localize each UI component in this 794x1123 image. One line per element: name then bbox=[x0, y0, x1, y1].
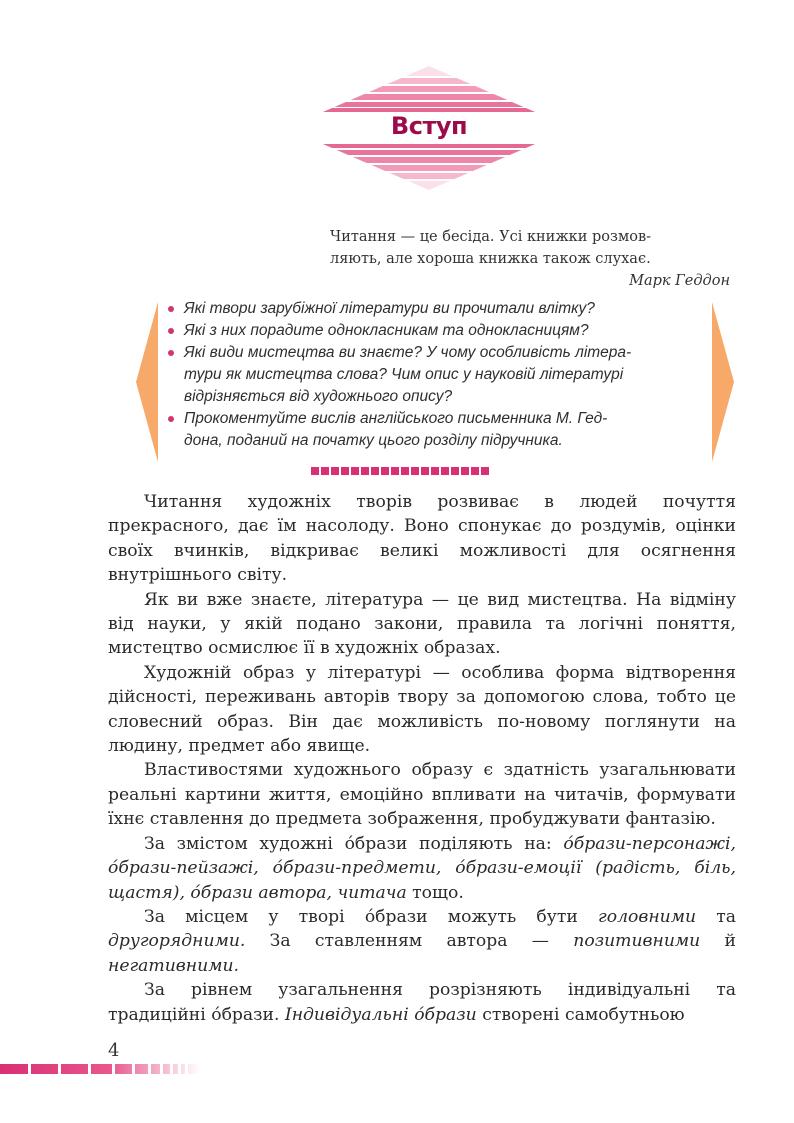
paragraph: За місцем у творі о́брази можуть бути головними та другорядними. За ставленням автора — позитивними й негативними. bbox=[108, 906, 737, 976]
chapter-title: Вступ bbox=[390, 112, 468, 140]
paragraph: За змістом художні о́брази поділяють на: о́брази-персонажі, о́брази-пейзажі, о́брази-предмети, о́брази-емоції (радість, біль, щастя), о́брази автора, читача тощо. bbox=[108, 833, 736, 903]
paragraph: Художній образ у літературі — особлива форма відтворення дійсності, переживань авторів твору за допомогою слова, тобто це словесний образ. Він дає можливість по-новому поглянути на людину, предмет або явище. bbox=[108, 662, 736, 757]
body-text bbox=[108, 490, 736, 1027]
question-item: Які твори зарубіжної літератури ви прочитали влітку? bbox=[162, 298, 702, 320]
epigraph-quote-line: Читання — це бесіда. Усі книжки розмов- bbox=[330, 229, 652, 245]
questions-list bbox=[162, 298, 702, 452]
paragraph: Властивостями художнього образу є здатність узагальнювати реальні картини життя, емоційно впливати на читачів, формувати їхнє ставлення до предмета зображення, пробуджувати фантазію. bbox=[108, 760, 736, 830]
section-divider bbox=[311, 467, 489, 475]
paragraph: За рівнем узагальнення розрізняють індивідуальні та традиційні о́брази. Індивідуальні о́брази створені самобутньою bbox=[108, 980, 736, 1025]
paragraph: Читання художніх творів розвиває в людей почуття прекрасного, дає їм насолоду. Воно спонукає до роздумів, оцінки своїх вчинків, відкриває великі можливості для осягнення внутрішнього світу. bbox=[108, 492, 736, 586]
page-number: 4 bbox=[108, 1040, 120, 1061]
chapter-banner bbox=[286, 66, 572, 190]
question-item: Які з них порадите однокласникам та однокласницям? bbox=[162, 320, 702, 342]
question-item: Які види мистецтва ви знаєте? У чому особливість літера- тури як мистецтва слова? Чим опис у науковій літературі відрізняється від художнього опису? bbox=[162, 342, 702, 408]
paragraph: Як ви вже знаєте, література — це вид мистецтва. На відміну від науки, у якій подано закони, правила та логічні поняття, мистецтво осмислює її в художніх образах. bbox=[108, 589, 736, 659]
epigraph-author: Марк Геддон bbox=[629, 273, 730, 289]
left-arrow-decoration bbox=[136, 302, 158, 462]
epigraph-quote-line: ляють, але хороша книжка також слухає. bbox=[330, 251, 651, 267]
right-arrow-decoration bbox=[712, 302, 734, 462]
epigraph bbox=[330, 226, 730, 292]
question-item: Прокоментуйте вислів англійського письменника М. Гед- дона, поданий на початку цього розділу підручника. bbox=[162, 408, 702, 452]
footer-stripe-decoration bbox=[0, 1064, 200, 1074]
